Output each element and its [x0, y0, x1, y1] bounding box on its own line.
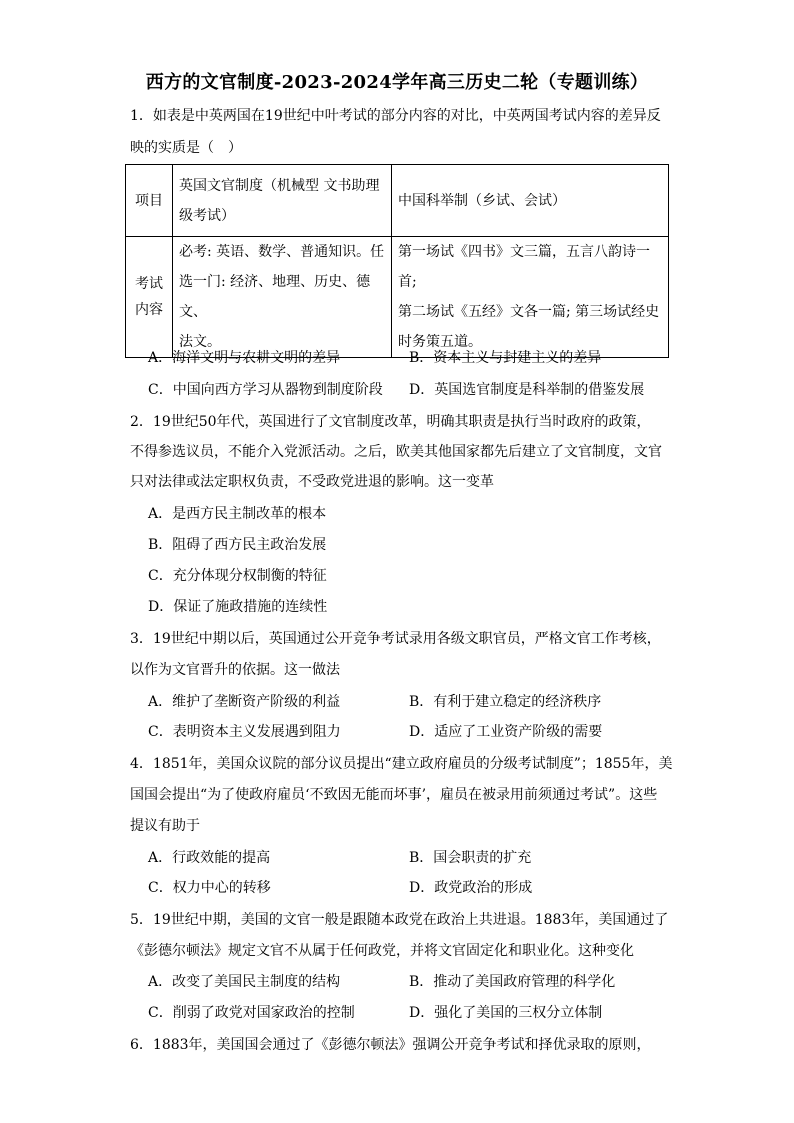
table-cell-china-header: 中国科举制（乡试、会试）	[392, 165, 669, 237]
table-cell-britain-content: 必考: 英语、数学、普通知识。任 选一门: 经济、地理、历史、德文、 法文。	[173, 237, 392, 358]
table-cell-item-label: 项目	[126, 165, 173, 237]
q2-stem-line1: 2．19世纪50年代，英国进行了文官制度改革，明确其职责是执行当时政府的政策，	[130, 414, 651, 430]
q1-option-a: A．海洋文明与农耕文明的差异	[148, 350, 341, 366]
q4-option-b: B．国会职责的扩充	[409, 850, 532, 866]
q3-option-c: C．表明资本主义发展遇到阻力	[148, 724, 341, 740]
q4-option-a: A．行政效能的提高	[148, 850, 271, 866]
q1-stem-line2: 映的实质是（ ）	[130, 140, 242, 156]
table-row-exam-content	[126, 237, 669, 358]
q3-option-b: B．有利于建立稳定的经济秩序	[409, 694, 602, 710]
q4-option-d: D．政党政治的形成	[409, 880, 533, 896]
q4-option-c: C．权力中心的转移	[148, 880, 271, 896]
q5-option-c: C．削弱了政党对国家政治的控制	[148, 1005, 355, 1021]
q2-option-b: B．阻碍了西方民主政治发展	[148, 537, 327, 553]
q4-stem-line2: 国国会提出“为了使政府雇员‘不致因无能而坏事’，雇员在被录用前须通过考试”。这些	[130, 787, 658, 803]
q1-stem-line1: 1．如表是中英两国在19世纪中叶考试的部分内容的对比，中英两国考试内容的差异反	[130, 108, 661, 124]
table-cell-exam-content-label: 考试 内容	[126, 237, 173, 358]
q4-stem-line3: 提议有助于	[130, 818, 200, 834]
q2-option-c: C．充分体现分权制衡的特征	[148, 568, 327, 584]
q3-option-a: A．维护了垄断资产阶级的利益	[148, 694, 341, 710]
q3-stem-line1: 3．19世纪中期以后，英国通过公开竞争考试录用各级文职官员，严格文官工作考核，	[130, 631, 661, 647]
q5-option-b: B．推动了美国政府管理的科学化	[409, 974, 616, 990]
q5-stem-line1: 5．19世纪中期，美国的文官一般是跟随本政党在政治上共进退。1883年，美国通过了	[130, 912, 669, 928]
table-cell-china-content: 第一场试《四书》文三篇，五言八韵诗一首; 第二场试《五经》文各一篇; 第三场试经史 时务策五道。	[392, 237, 669, 358]
q2-stem-line2: 不得参选议员，不能介入党派活动。之后，欧美其他国家都先后建立了文官制度，文官	[130, 444, 662, 460]
q5-option-a: A．改变了美国民主制度的结构	[148, 974, 341, 990]
table-cell-britain-header: 英国文官制度（机械型 文书助理 级考试）	[173, 165, 392, 237]
q2-stem-line3: 只对法律或法定职权负责，不受政党进退的影响。这一变革	[130, 474, 494, 490]
document-title: 西方的文官制度-2023-2024学年高三历史二轮（专题训练）	[145, 72, 649, 93]
q4-stem-line1: 4．1851年，美国众议院的部分议员提出“建立政府雇员的分级考试制度”；1855年，美	[130, 756, 673, 772]
q3-stem-line2: 以作为文官晋升的依据。这一做法	[130, 662, 340, 678]
q1-option-d: D．英国选官制度是科举制的借鉴发展	[409, 382, 645, 398]
q2-option-a: A．是西方民主制改革的根本	[148, 506, 327, 522]
q1-option-c: C．中国向西方学习从器物到制度阶段	[148, 382, 383, 398]
q2-option-d: D．保证了施政措施的连续性	[148, 599, 328, 615]
table-header-row	[126, 165, 669, 237]
q1-option-b: B．资本主义与封建主义的差异	[409, 350, 602, 366]
q5-stem-line2: 《彭德尔顿法》规定文官不从属于任何政党，并将文官固定化和职业化。这种变化	[130, 943, 634, 959]
q6-stem-line1: 6．1883年，美国国会通过了《彭德尔顿法》强调公开竞争考试和择优录取的原则，	[130, 1037, 651, 1053]
q1-comparison-table	[125, 164, 669, 358]
q5-option-d: D．强化了美国的三权分立体制	[409, 1005, 603, 1021]
q3-option-d: D．适应了工业资产阶级的需要	[409, 724, 603, 740]
